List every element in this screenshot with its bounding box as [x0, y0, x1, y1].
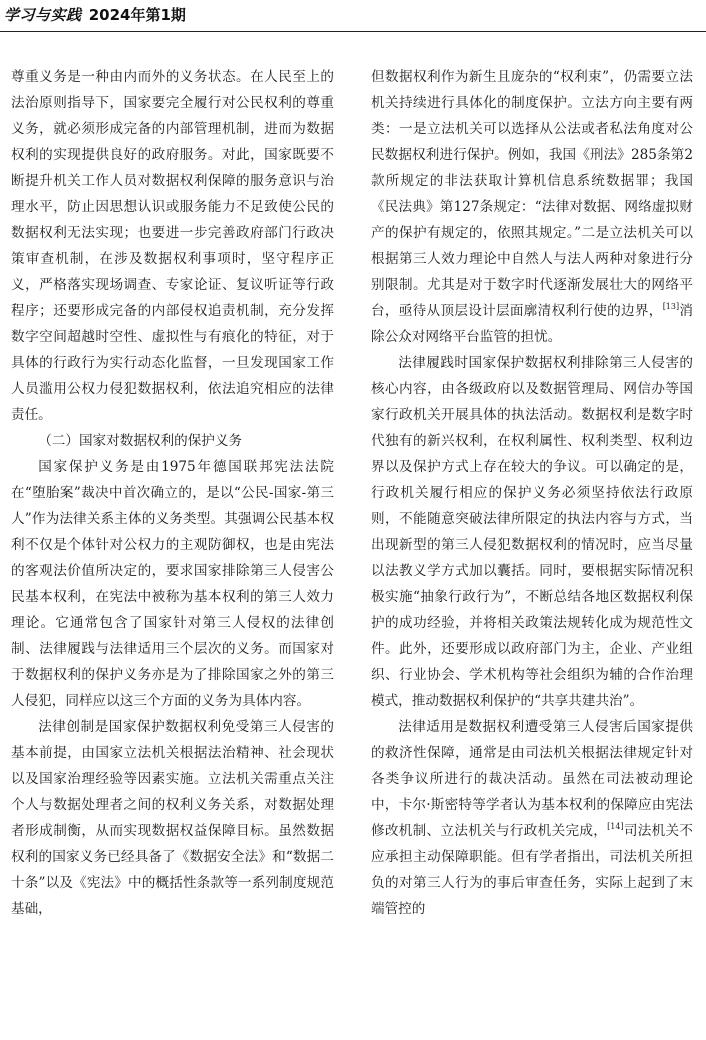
text-run: 法律适用是数据权利遭受第三人侵害后国家提供的救济性保障，通常是由司法机关根据法律规定针对各类争议所进行的裁决活动。虽然在司法被动理论中，卡尔·斯密特等学者认为基本权利的保障应由宪法修改机制、立法机关与行政机关完成，	[371, 719, 693, 839]
left-column	[11, 64, 334, 922]
paragraph-legislation: 法律创制是国家保护数据权利免受第三人侵害的基本前提，由国家立法机关根据法治精神、社会现状以及国家治理经验等因素实施。立法机关需重点关注个人与数据处理者之间的权利义务关系，对数据处理者形成制衡，从而实现数据权益保障目标。虽然数据权利的国家义务已经具备了《数据安全法》和“数据二十条”以及《宪法》中的概括性条款等一系列制度规范基础，	[11, 719, 334, 917]
paragraph-enforcement: 法律履践时国家保护数据权利排除第三人侵害的核心内容，由各级政府以及数据管理局、网信办等国家行政机关开展具体的执法活动。数据权利是数字时代独有的新兴权利，在权利属性、权利类型、权利边界以及保护方式上存在较大的争议。可以确定的是，行政机关履行相应的保护义务必须坚持依法行政原则，不能随意突破法律所限定的执法内容与方式，当出现新型的第三人侵犯数据权利的情况时，应当尽量以法教义学方式加以囊括。同时，要根据实际情况积极实施“抽象行政行为”，不断总结各地区数据权利保护的成功经验，并将相关政策法规转化成为规范性文件。此外，还要形成以政府部门为主，企业、产业组织、行业协会、学术机构等社会组织为辅的合作治理模式，推动数据权利保护的“共享共建共治”。	[371, 355, 693, 709]
text-run: 但数据权利作为新生且庞杂的“权利束”，仍需要立法机关持续进行具体化的制度保护。立法方向主要有两类：一是立法机关可以选择从公法或者私法角度对公民数据权利进行保护。例如，我国《刑法》285条第2款所规定的非法获取计算机信息系统数据罪；我国《民法典》第127条规定：“法律对数据、网络虚拟财产的保护有规定的，依照其规定。”二是立法机关可以根据第三人效力理论中自然人与法人两种对象进行分别限制。尤其是对于数字时代逐渐发展壮大的网络平台，亟待从顶层设计层面廓清权利行使的边界，	[371, 69, 693, 319]
text-run: 消除公众对网络平台监管的担忧。	[371, 303, 693, 345]
citation-14: [14]	[607, 822, 624, 831]
text-run: 司法机关不应承担主动保障职能。但有学者指出，司法机关所担负的对第三人行为的事后审查任务，实际上起到了末端管控的	[371, 823, 694, 917]
paragraph-legislation-continued	[371, 64, 693, 350]
paragraph-judicial-application	[371, 714, 693, 922]
paragraph-respect-obligation: 尊重义务是一种由内而外的义务状态。在人民至上的法治原则指导下，国家要完全履行对公民权利的尊重义务，就必须形成完备的内部管理机制，进而为数据权利的实现提供良好的政府服务。对此，国家既要不断提升机关工作人员对数据权利保障的服务意识与治理水平，防止因思想认识或服务能力不足致使公民的数据权利无法实现；也要进一步完善政府部门行政决策审查机制，在涉及数据权利事项时，坚守程序正义，严格落实现场调查、专家论证、复议听证等行政程序；还要形成完备的内部侵权追责机制，充分发挥数字空间超越时空性、虚拟性与有痕化的特征，对于具体的行政行为实行动态化监督，一旦发现国家工作人员滥用公权力侵犯数据权利，依法追究相应的法律责任。	[11, 69, 334, 423]
section-heading: （二）国家对数据权利的保护义务	[38, 433, 243, 449]
right-column	[371, 64, 693, 922]
citation-13: [13]	[662, 302, 680, 311]
paragraph-protection-obligation: 国家保护义务是由1975年德国联邦宪法法院在“堕胎案”裁决中首次确立的，是以“公民-国家-第三人”作为法律关系主体的义务类型。其强调公民基本权利不仅是个体针对公权力的主观防御权，也是由宪法的客观法价值所决定的，要求国家排除第三人侵害公民基本权利，在宪法中被称为基本权利的第三人效力理论。它通常包含了国家针对第三人侵权的法律创制、法律履践与法律适用三个层次的义务。而国家对于数据权利的保护义务亦是为了排除国家之外的第三人侵犯，同样应以这三个方面的义务为具体内容。	[11, 459, 334, 709]
journal-name: 学习与实践	[4, 6, 82, 24]
header-rule	[0, 31, 706, 32]
issue-number: 2024年第1期	[88, 6, 186, 24]
running-header	[4, 2, 186, 28]
